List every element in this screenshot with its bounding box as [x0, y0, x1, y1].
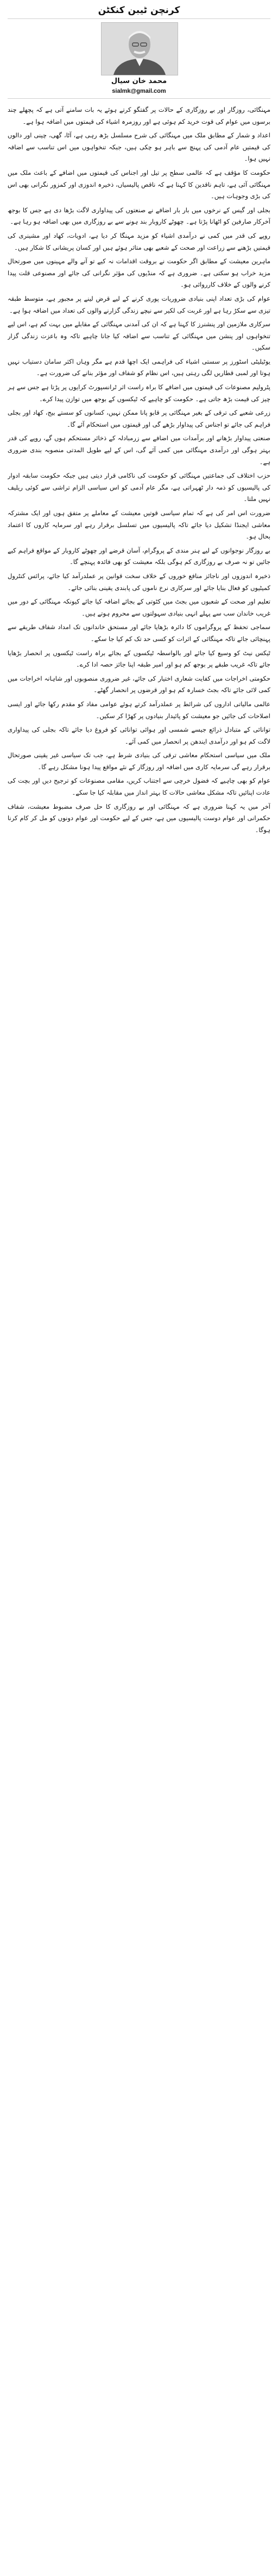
author-portrait-icon: [102, 23, 178, 75]
article-paragraph: تعلیم اور صحت کے شعبوں میں بجٹ میں کٹوتی کے بجائے اضافہ کیا جائے کیونکہ مہنگائی کے دور میں غریب خاندان سب سے پہلے انہی بنیادی سہولتوں سے محروم ہوتے ہیں۔: [8, 598, 270, 617]
article-paragraph: ضرورت اس امر کی ہے کہ تمام سیاسی قوتیں معیشت کے معاملے پر متفق ہوں اور ایک مشترکہ معاشی ایجنڈا تشکیل دیا جائے تاکہ پالیسیوں میں تسلسل برقرار رہے اور سرمایہ کاروں کا اعتماد بحال ہو۔: [8, 509, 270, 541]
article-paragraph: اعداد و شمار کے مطابق ملک میں مہنگائی کی شرح مسلسل بڑھ رہی ہے، آٹا، گھی، چینی اور دالوں کی قیمتیں عام آدمی کی پہنچ سے باہر ہو چکی ہیں، جبکہ تنخواہوں میں اس تناسب سے اضافہ نہیں ہوا۔: [8, 131, 270, 163]
article-paragraph: سماجی تحفظ کے پروگراموں کا دائرہ بڑھایا جائے اور مستحق خاندانوں تک امداد شفاف طریقے سے پہنچائی جائے تاکہ مہنگائی کے اثرات کو کسی حد تک کم کیا جا سکے۔: [8, 623, 270, 643]
article-paragraph: آخر میں یہ کہنا ضروری ہے کہ مہنگائی اور بے روزگاری کا حل صرف مضبوط معیشت، شفاف حکمرانی اور عوام دوست پالیسیوں میں ہے، جس کے لیے حکومت اور عوام دونوں کو مل کر کام کرنا ہوگا۔: [8, 802, 270, 834]
article-paragraph: توانائی کے متبادل ذرائع جیسے شمسی اور ہوائی توانائی کو فروغ دیا جائے تاکہ بجلی کی پیداواری لاگت کم ہو اور درآمدی ایندھن پر انحصار میں کمی آئے۔: [8, 726, 270, 745]
article-paragraph: عوام کی بڑی تعداد اپنی بنیادی ضروریات پوری کرنے کے لیے قرض لینے پر مجبور ہے، متوسط طبقہ تیزی سے سکڑ رہا ہے اور غربت کی لکیر سے نیچے زندگی گزارنے والوں کی تعداد میں اضافہ ہوا ہے۔: [8, 294, 270, 314]
article-paragraph: حزب اختلاف کی جماعتیں مہنگائی کو حکومت کی ناکامی قرار دیتی ہیں جبکہ حکومت سابقہ ادوار کی پالیسیوں کو ذمہ دار ٹھہراتی ہے، مگر عام آدمی کو اس سیاسی الزام تراشی سے کوئی ریلیف نہیں ملتا۔: [8, 472, 270, 503]
article-paragraph: عالمی مالیاتی اداروں کی شرائط پر عملدرآمد کرتے ہوئے عوامی مفاد کو مقدم رکھا جائے اور ایسی اصلاحات کی جائیں جو معیشت کو پائیدار بنیادوں پر کھڑا کر سکیں۔: [8, 700, 270, 720]
article-paragraph: ماہرین معیشت کے مطابق اگر حکومت نے بروقت اقدامات نہ کیے تو آنے والے مہینوں میں صورتحال مزید خراب ہو سکتی ہے۔ ضروری ہے کہ منڈیوں کی مؤثر نگرانی کی جائے اور مصنوعی قلت پیدا کرنے والوں کے خلاف کارروائی ہو۔: [8, 257, 270, 289]
article-paragraph: حکومتی اخراجات میں کفایت شعاری اختیار کی جائے، غیر ضروری منصوبوں اور شاہانہ اخراجات میں کمی لائی جائے تاکہ بجٹ خسارہ کم ہو اور قرضوں پر انحصار گھٹے۔: [8, 674, 270, 694]
article-paragraph: مہنگائی، روزگار اور بے روزگاری کے حالات پر گفتگو کرتے ہوئے یہ بات سامنے آتی ہے کہ پچھلے چند برسوں میں عوام کی قوت خرید کم ہوئی ہے اور روزمرہ اشیاء کی قیمتوں میں اضافہ ہوا ہے۔: [8, 106, 270, 125]
article-paragraph: صنعتی پیداوار بڑھانے اور برآمدات میں اضافے سے زرمبادلہ کے ذخائر مستحکم ہوں گے، روپے کی قدر بہتر ہوگی اور درآمدی مہنگائی میں کمی آئے گی، اس کے لیے طویل المدتی منصوبہ بندی ضروری ہے۔: [8, 434, 270, 466]
article-paragraph: ملک میں سیاسی استحکام معاشی ترقی کی بنیادی شرط ہے، جب تک سیاسی غیر یقینی صورتحال برقرار رہے گی سرمایہ کاری میں اضافہ اور روزگار کے نئے مواقع پیدا ہونا مشکل رہے گا۔: [8, 751, 270, 771]
article-paragraph: ذخیرہ اندوزوں اور ناجائز منافع خوروں کے خلاف سخت قوانین پر عملدرآمد کیا جائے، پرائس کنٹرول کمیٹیوں کو فعال بنایا جائے اور سرکاری نرخ ناموں کی پابندی یقینی بنائی جائے۔: [8, 572, 270, 592]
article-paragraph: پٹرولیم مصنوعات کی قیمتوں میں اضافے کا براہ راست اثر ٹرانسپورٹ کرایوں پر پڑتا ہے جس سے ہر چیز کی قیمت بڑھ جاتی ہے۔ حکومت کو چاہیے کہ ٹیکسوں کے بوجھ میں توازن پیدا کرے۔: [8, 383, 270, 403]
article-paragraph: سرکاری ملازمین اور پنشنرز کا کہنا ہے کہ ان کی آمدنی مہنگائی کے مقابلے میں بہت کم ہے، اس لیے تنخواہوں اور پنشن میں مہنگائی کے تناسب سے اضافہ کیا جانا چاہیے تاکہ وہ باعزت زندگی گزار سکیں۔: [8, 320, 270, 352]
article-paragraph: ٹیکس نیٹ کو وسیع کیا جائے اور بالواسطہ ٹیکسوں کے بجائے براہ راست ٹیکسوں پر انحصار بڑھایا جائے تاکہ غریب طبقے پر بوجھ کم ہو اور امیر طبقہ اپنا جائز حصہ ادا کرے۔: [8, 649, 270, 669]
article-paragraph: زرعی شعبے کی ترقی کے بغیر مہنگائی پر قابو پانا ممکن نہیں، کسانوں کو سستے بیج، کھاد اور بجلی فراہم کی جائے تو اجناس کی پیداوار بڑھے گی اور قیمتوں میں استحکام آئے گا۔: [8, 409, 270, 428]
article-paragraph: روپے کی قدر میں کمی نے درآمدی اشیاء کو مزید مہنگا کر دیا ہے، ادویات، کھاد اور مشینری کی قیمتیں بڑھنے سے زراعت اور صحت کے شعبے بھی متاثر ہوئے ہیں اور کسان پریشانی کا شکار ہیں۔: [8, 231, 270, 251]
article-paragraph: عوام کو بھی چاہیے کہ فضول خرچی سے اجتناب کریں، مقامی مصنوعات کو ترجیح دیں اور بچت کی عادت اپنائیں تاکہ مشکل معاشی حالات کا بہتر انداز میں مقابلہ کیا جا سکے۔: [8, 777, 270, 797]
author-photo: [101, 22, 178, 75]
article-column: [8, 3, 270, 2573]
article-paragraph: حکومت کا مؤقف ہے کہ عالمی سطح پر تیل اور اجناس کی قیمتوں میں اضافے کے باعث ملک میں مہنگائی آئی ہے، تاہم ناقدین کا کہنا ہے کہ ناقص پالیسیاں، ذخیرہ اندوزی اور کمزور نگرانی بھی اس کی بڑی وجوہات ہیں۔: [8, 168, 270, 200]
article-body: [8, 104, 270, 836]
article-paragraph: یوٹیلیٹی اسٹورز پر سستی اشیاء کی فراہمی ایک اچھا قدم ہے مگر وہاں اکثر سامان دستیاب نہیں ہوتا اور لمبی قطاریں لگی رہتی ہیں، اس نظام کو شفاف اور مؤثر بنانے کی ضرورت ہے۔: [8, 357, 270, 377]
byline: [8, 22, 270, 99]
article-paragraph: بے روزگار نوجوانوں کے لیے ہنر مندی کے پروگرام، آسان قرضے اور چھوٹے کاروبار کے مواقع فراہم کیے جائیں تو نہ صرف بے روزگاری کم ہوگی بلکہ معیشت کو بھی فائدہ پہنچے گا۔: [8, 546, 270, 566]
author-name: محمد خان سیال: [111, 77, 167, 85]
author-email[interactable]: sialmk@gmail.com: [112, 88, 166, 94]
article-paragraph: بجلی اور گیس کے نرخوں میں بار بار اضافے نے صنعتوں کی پیداواری لاگت بڑھا دی ہے جس کا بوجھ آخرکار صارفین کو اٹھانا پڑتا ہے۔ چھوٹے کاروبار بند ہونے سے بے روزگاری میں بھی اضافہ ہو رہا ہے۔: [8, 206, 270, 226]
column-title: کرنچن ٹیبن کنکٹن: [8, 3, 270, 19]
